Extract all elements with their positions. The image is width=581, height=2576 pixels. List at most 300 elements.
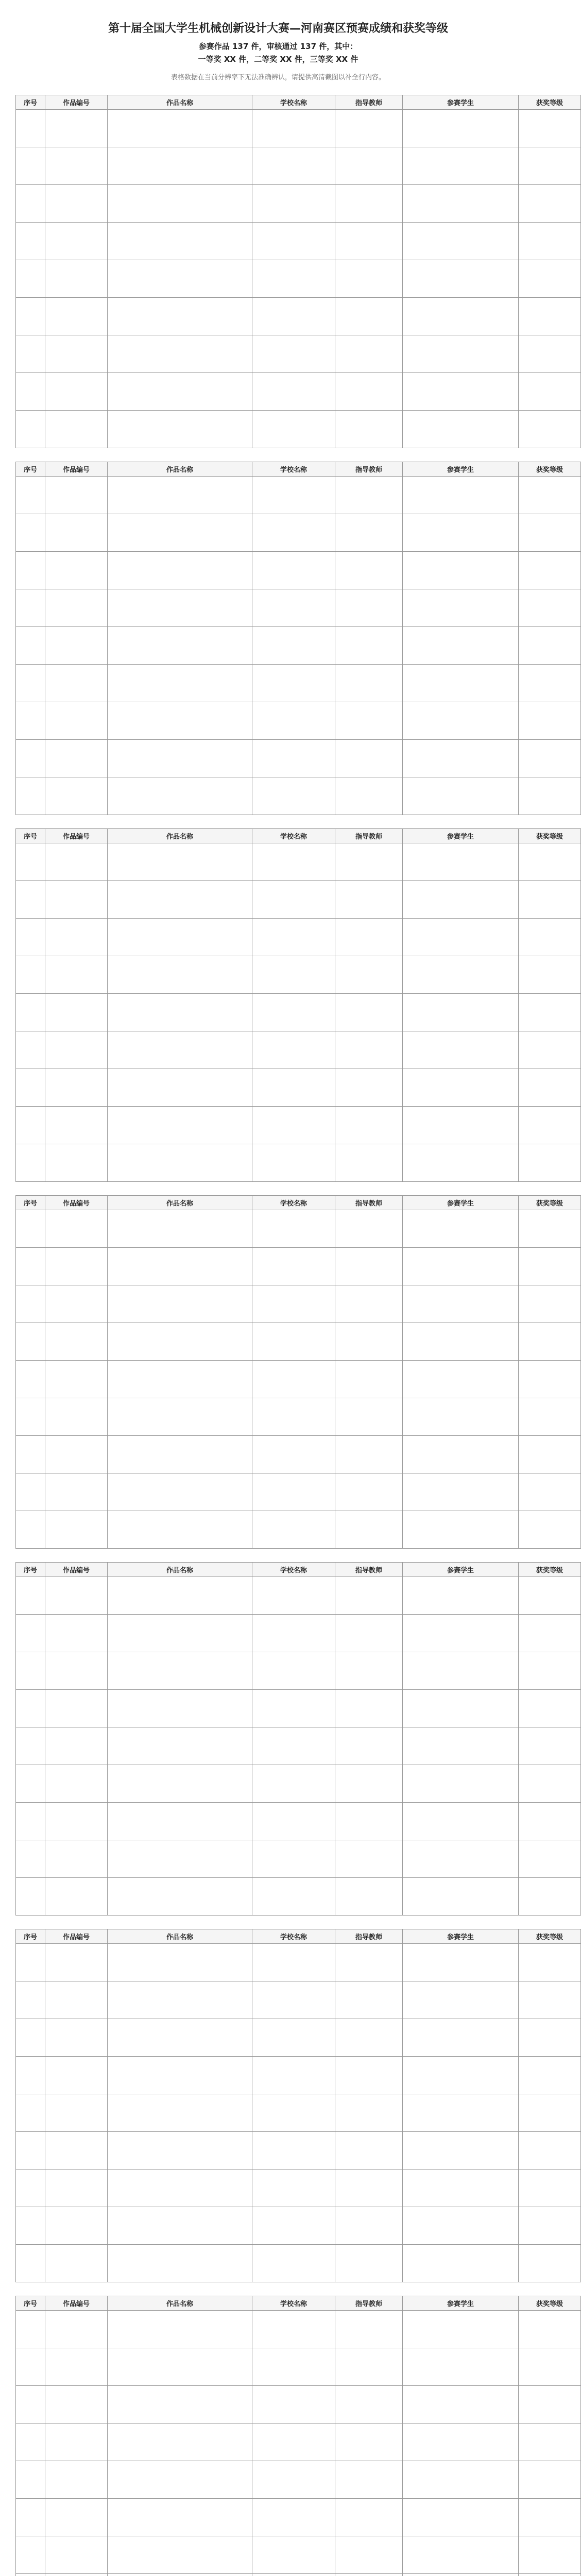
table-cell xyxy=(519,477,581,514)
table-cell xyxy=(108,298,252,335)
table-cell xyxy=(252,2311,335,2348)
table-cell xyxy=(519,1652,581,1690)
table-cell xyxy=(45,2574,108,2576)
table-cell xyxy=(108,1144,252,1182)
table-cell xyxy=(403,335,519,373)
column-header: 学校名称 xyxy=(252,462,335,477)
table-cell xyxy=(16,702,45,740)
table-row xyxy=(16,1577,581,1615)
table-cell xyxy=(519,1248,581,1285)
table-row xyxy=(16,1981,581,2019)
table-cell xyxy=(108,843,252,881)
table-cell xyxy=(519,373,581,411)
table-cell xyxy=(403,1944,519,1981)
table-cell xyxy=(252,2386,335,2424)
table-cell xyxy=(45,147,108,185)
table-cell xyxy=(16,110,45,147)
table-cell xyxy=(335,919,403,956)
table-cell xyxy=(45,2499,108,2536)
table-cell xyxy=(335,1727,403,1765)
table-cell xyxy=(252,1107,335,1144)
table-cell xyxy=(108,2311,252,2348)
table-cell xyxy=(45,2207,108,2245)
table-cell xyxy=(335,1981,403,2019)
table-cell xyxy=(45,373,108,411)
table-cell xyxy=(252,627,335,665)
table-cell xyxy=(335,665,403,702)
table-cell xyxy=(108,1323,252,1361)
table-cell xyxy=(16,1069,45,1107)
table-row xyxy=(16,1144,581,1182)
table-cell xyxy=(335,2461,403,2499)
table-cell xyxy=(403,1615,519,1652)
page-title: 第十届全国大学生机械创新设计大赛—河南赛区预赛成绩和获奖等级 xyxy=(108,22,448,35)
table-cell xyxy=(252,552,335,589)
table-cell xyxy=(403,2574,519,2576)
table-cell xyxy=(16,1944,45,1981)
table-cell xyxy=(335,1361,403,1398)
table-cell xyxy=(16,2132,45,2170)
table-cell xyxy=(519,514,581,552)
table-cell xyxy=(45,919,108,956)
table-cell xyxy=(16,1107,45,1144)
table-cell xyxy=(335,702,403,740)
table-cell xyxy=(16,2019,45,2057)
table-row xyxy=(16,1765,581,1803)
table-cell xyxy=(45,1031,108,1069)
table-cell xyxy=(335,1323,403,1361)
table-cell xyxy=(108,514,252,552)
table-cell xyxy=(403,2019,519,2057)
table-cell xyxy=(16,1652,45,1690)
table-cell xyxy=(16,2574,45,2576)
table-cell xyxy=(335,1577,403,1615)
table-row xyxy=(16,1069,581,1107)
table-cell xyxy=(403,1144,519,1182)
table-cell xyxy=(519,260,581,298)
table-cell xyxy=(108,956,252,994)
table-cell xyxy=(403,373,519,411)
table-cell xyxy=(252,1727,335,1765)
table-cell xyxy=(519,1398,581,1436)
column-header: 获奖等级 xyxy=(519,829,581,843)
column-header: 获奖等级 xyxy=(519,1563,581,1577)
table-cell xyxy=(45,994,108,1031)
table-cell xyxy=(519,2461,581,2499)
summary-line-1: 参赛作品 137 件，审核通过 137 件，其中： xyxy=(198,42,358,51)
table-cell xyxy=(108,881,252,919)
table-row xyxy=(16,2348,581,2386)
table-cell xyxy=(45,1577,108,1615)
table-cell xyxy=(335,1398,403,1436)
table-cell xyxy=(335,552,403,589)
table-row xyxy=(16,260,581,298)
table-cell xyxy=(403,702,519,740)
table-row xyxy=(16,1323,581,1361)
table-cell xyxy=(45,589,108,627)
table-cell xyxy=(16,1323,45,1361)
table-cell xyxy=(45,2057,108,2094)
summary-line-2: 一等奖 XX 件，二等奖 XX 件，三等奖 XX 件 xyxy=(198,55,358,64)
table-row xyxy=(16,1285,581,1323)
table-cell xyxy=(519,2348,581,2386)
table-cell xyxy=(108,1615,252,1652)
table-cell xyxy=(403,2057,519,2094)
table-cell xyxy=(16,1436,45,1473)
table-cell xyxy=(519,2311,581,2348)
table-row xyxy=(16,2170,581,2207)
table-cell xyxy=(16,2207,45,2245)
table-row xyxy=(16,1107,581,1144)
column-header: 参赛学生 xyxy=(403,829,519,843)
table-cell xyxy=(45,843,108,881)
table-cell xyxy=(335,2499,403,2536)
table-cell xyxy=(403,2245,519,2282)
table-row xyxy=(16,1878,581,1916)
table-cell xyxy=(519,956,581,994)
column-header: 指导教师 xyxy=(335,2296,403,2311)
table-cell xyxy=(252,2536,335,2574)
table-row xyxy=(16,1248,581,1285)
table-row xyxy=(16,994,581,1031)
table-cell xyxy=(16,956,45,994)
column-header: 作品编号 xyxy=(45,829,108,843)
table-cell xyxy=(335,956,403,994)
results-table xyxy=(15,95,581,448)
table-cell xyxy=(16,740,45,777)
table-cell xyxy=(403,223,519,260)
column-header: 学校名称 xyxy=(252,2296,335,2311)
table-cell xyxy=(108,2574,252,2576)
table-cell xyxy=(403,2536,519,2574)
table-cell xyxy=(519,1690,581,1727)
table-row xyxy=(16,2094,581,2132)
column-header: 指导教师 xyxy=(335,1563,403,1577)
results-table xyxy=(15,462,581,815)
table-cell xyxy=(45,1107,108,1144)
table-cell xyxy=(252,956,335,994)
table-cell xyxy=(16,1765,45,1803)
data-note: 表格数据在当前分辨率下无法准确辨认，请提供高清截图以补全行内容。 xyxy=(170,74,385,81)
table-cell xyxy=(108,1285,252,1323)
table-cell xyxy=(403,627,519,665)
table-cell xyxy=(403,1107,519,1144)
table-cell xyxy=(108,2019,252,2057)
table-cell xyxy=(16,552,45,589)
table-cell xyxy=(45,627,108,665)
table-cell xyxy=(335,1107,403,1144)
column-header: 指导教师 xyxy=(335,1196,403,1210)
table-row xyxy=(16,1398,581,1436)
table-cell xyxy=(335,740,403,777)
table-cell xyxy=(45,411,108,448)
table-cell xyxy=(335,1473,403,1511)
table-cell xyxy=(335,1944,403,1981)
table-row xyxy=(16,627,581,665)
table-cell xyxy=(16,919,45,956)
table-cell xyxy=(252,665,335,702)
table-row xyxy=(16,1361,581,1398)
table-cell xyxy=(519,2170,581,2207)
table-cell xyxy=(403,1511,519,1549)
table-row xyxy=(16,477,581,514)
table-cell xyxy=(403,956,519,994)
table-cell xyxy=(252,1210,335,1248)
table-cell xyxy=(16,185,45,223)
table-row xyxy=(16,2057,581,2094)
table-cell xyxy=(16,1473,45,1511)
table-cell xyxy=(45,1144,108,1182)
column-header: 作品名称 xyxy=(108,2296,252,2311)
table-cell xyxy=(16,2348,45,2386)
table-cell xyxy=(108,2386,252,2424)
table-row xyxy=(16,956,581,994)
table-cell xyxy=(403,665,519,702)
table-cell xyxy=(252,2132,335,2170)
table-cell xyxy=(403,2348,519,2386)
table-cell xyxy=(335,2424,403,2461)
table-row xyxy=(16,1944,581,1981)
table-cell xyxy=(108,1436,252,1473)
table-cell xyxy=(519,1803,581,1840)
table-cell xyxy=(252,1765,335,1803)
table-row xyxy=(16,740,581,777)
table-cell xyxy=(403,2094,519,2132)
table-cell xyxy=(45,2245,108,2282)
table-cell xyxy=(16,1511,45,1549)
table-cell xyxy=(16,665,45,702)
table-cell xyxy=(252,260,335,298)
table-row xyxy=(16,1210,581,1248)
table-cell xyxy=(45,1285,108,1323)
column-header: 序号 xyxy=(16,1929,45,1944)
table-row xyxy=(16,514,581,552)
table-cell xyxy=(519,298,581,335)
table-cell xyxy=(335,2019,403,2057)
table-cell xyxy=(335,1615,403,1652)
table-cell xyxy=(403,2207,519,2245)
table-cell xyxy=(16,777,45,815)
table-cell xyxy=(45,881,108,919)
table-cell xyxy=(519,1473,581,1511)
table-row xyxy=(16,298,581,335)
table-cell xyxy=(108,1803,252,1840)
table-cell xyxy=(403,1765,519,1803)
table-cell xyxy=(108,919,252,956)
column-header: 序号 xyxy=(16,1563,45,1577)
table-row xyxy=(16,1840,581,1878)
table-cell xyxy=(519,1285,581,1323)
column-header: 指导教师 xyxy=(335,95,403,110)
table-cell xyxy=(45,1398,108,1436)
table-cell xyxy=(16,1144,45,1182)
table-cell xyxy=(16,1840,45,1878)
table-cell xyxy=(403,298,519,335)
table-cell xyxy=(16,1690,45,1727)
column-header: 作品编号 xyxy=(45,2296,108,2311)
table-cell xyxy=(45,2461,108,2499)
table-cell xyxy=(16,1361,45,1398)
table-cell xyxy=(108,110,252,147)
table-cell xyxy=(252,477,335,514)
column-header: 作品名称 xyxy=(108,1563,252,1577)
results-page xyxy=(15,462,563,815)
table-cell xyxy=(45,1436,108,1473)
table-cell xyxy=(335,335,403,373)
table-header-row xyxy=(16,462,581,477)
table-cell xyxy=(252,411,335,448)
table-cell xyxy=(16,881,45,919)
table-cell xyxy=(335,1285,403,1323)
table-cell xyxy=(16,2499,45,2536)
table-cell xyxy=(108,1652,252,1690)
table-cell xyxy=(45,1511,108,1549)
table-cell xyxy=(108,1981,252,2019)
table-cell xyxy=(252,223,335,260)
table-cell xyxy=(45,2348,108,2386)
table-cell xyxy=(45,110,108,147)
column-header: 学校名称 xyxy=(252,1929,335,1944)
table-cell xyxy=(403,2132,519,2170)
table-row xyxy=(16,881,581,919)
table-cell xyxy=(519,1981,581,2019)
table-cell xyxy=(108,1398,252,1436)
table-cell xyxy=(108,1031,252,1069)
table-cell xyxy=(252,740,335,777)
table-cell xyxy=(252,1398,335,1436)
table-cell xyxy=(16,2536,45,2574)
table-cell xyxy=(252,1878,335,1916)
table-cell xyxy=(519,1107,581,1144)
table-cell xyxy=(403,1981,519,2019)
column-header: 作品名称 xyxy=(108,95,252,110)
table-cell xyxy=(16,2245,45,2282)
table-cell xyxy=(16,2386,45,2424)
table-cell xyxy=(335,2207,403,2245)
table-cell xyxy=(335,110,403,147)
table-cell xyxy=(45,740,108,777)
column-header: 指导教师 xyxy=(335,462,403,477)
table-row xyxy=(16,2207,581,2245)
table-cell xyxy=(16,1803,45,1840)
table-cell xyxy=(252,702,335,740)
table-cell xyxy=(108,335,252,373)
table-cell xyxy=(403,994,519,1031)
table-cell xyxy=(252,919,335,956)
table-cell xyxy=(252,1690,335,1727)
table-cell xyxy=(335,2348,403,2386)
table-cell xyxy=(403,1878,519,1916)
table-cell xyxy=(108,2170,252,2207)
column-header: 获奖等级 xyxy=(519,462,581,477)
table-cell xyxy=(335,1765,403,1803)
column-header: 作品编号 xyxy=(45,1196,108,1210)
table-cell xyxy=(252,147,335,185)
table-cell xyxy=(16,1210,45,1248)
table-cell xyxy=(45,777,108,815)
table-cell xyxy=(16,843,45,881)
column-header: 作品编号 xyxy=(45,1929,108,1944)
table-cell xyxy=(403,843,519,881)
table-cell xyxy=(403,1248,519,1285)
table-cell xyxy=(16,1285,45,1323)
table-cell xyxy=(519,1840,581,1878)
table-cell xyxy=(252,2207,335,2245)
column-header: 获奖等级 xyxy=(519,1196,581,1210)
table-cell xyxy=(45,1210,108,1248)
table-cell xyxy=(335,1031,403,1069)
table-cell xyxy=(252,1511,335,1549)
table-cell xyxy=(108,1577,252,1615)
table-cell xyxy=(335,2536,403,2574)
table-cell xyxy=(519,110,581,147)
table-cell xyxy=(108,1878,252,1916)
table-cell xyxy=(108,589,252,627)
table-cell xyxy=(403,777,519,815)
table-cell xyxy=(252,1031,335,1069)
table-cell xyxy=(108,223,252,260)
results-page xyxy=(15,1562,563,1916)
table-cell xyxy=(108,1361,252,1398)
table-cell xyxy=(335,627,403,665)
table-cell xyxy=(16,2424,45,2461)
table-cell xyxy=(519,627,581,665)
table-cell xyxy=(16,2094,45,2132)
table-cell xyxy=(108,147,252,185)
table-cell xyxy=(335,777,403,815)
table-cell xyxy=(108,2245,252,2282)
table-cell xyxy=(108,777,252,815)
table-cell xyxy=(45,1878,108,1916)
results-table xyxy=(15,2296,581,2576)
table-cell xyxy=(335,2386,403,2424)
table-cell xyxy=(335,881,403,919)
table-cell xyxy=(45,1981,108,2019)
table-cell xyxy=(252,110,335,147)
table-cell xyxy=(403,185,519,223)
table-cell xyxy=(45,552,108,589)
table-cell xyxy=(108,1473,252,1511)
table-cell xyxy=(519,1144,581,1182)
table-cell xyxy=(519,335,581,373)
table-cell xyxy=(252,1981,335,2019)
table-cell xyxy=(108,2424,252,2461)
table-cell xyxy=(45,2386,108,2424)
table-cell xyxy=(108,1840,252,1878)
table-cell xyxy=(403,514,519,552)
results-page xyxy=(15,1929,563,2282)
table-cell xyxy=(519,1765,581,1803)
table-cell xyxy=(108,185,252,223)
table-cell xyxy=(45,1727,108,1765)
table-cell xyxy=(45,1803,108,1840)
table-cell xyxy=(403,411,519,448)
table-cell xyxy=(45,1944,108,1981)
table-cell xyxy=(252,2019,335,2057)
table-cell xyxy=(403,477,519,514)
table-cell xyxy=(108,2348,252,2386)
table-cell xyxy=(16,2057,45,2094)
column-header: 学校名称 xyxy=(252,1563,335,1577)
table-cell xyxy=(252,1436,335,1473)
table-cell xyxy=(252,2499,335,2536)
table-cell xyxy=(335,1652,403,1690)
table-cell xyxy=(403,110,519,147)
table-cell xyxy=(16,627,45,665)
table-cell xyxy=(45,1323,108,1361)
table-cell xyxy=(403,2424,519,2461)
table-row xyxy=(16,2499,581,2536)
